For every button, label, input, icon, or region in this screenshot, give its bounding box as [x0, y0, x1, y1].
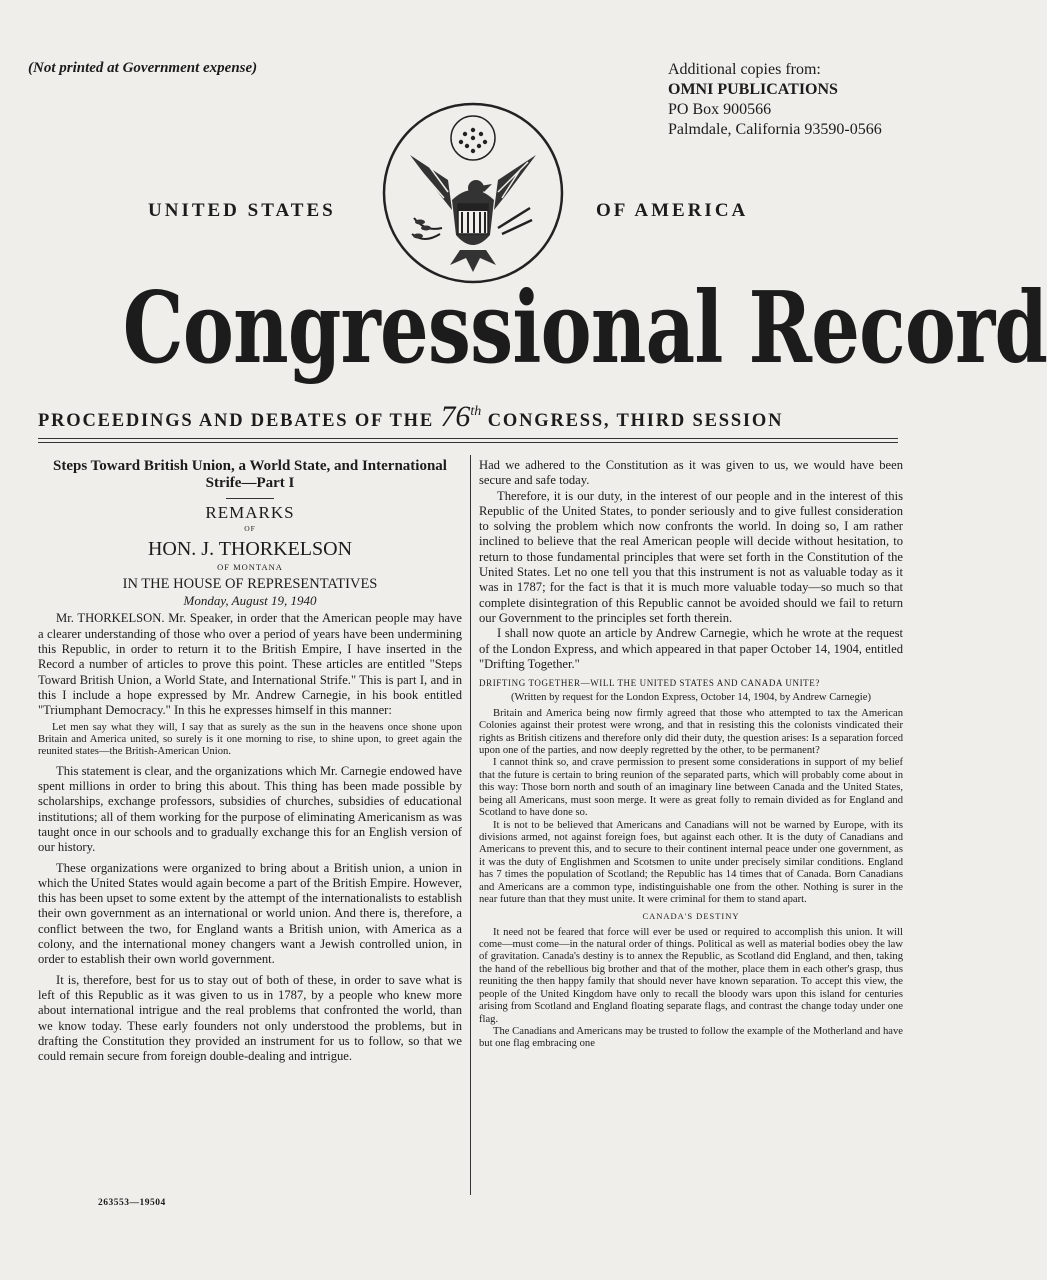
title-rule [226, 498, 274, 499]
section-heading: CANADA'S DESTINY [642, 911, 740, 922]
written-note: (Written by request for the London Express, October 14, 1904, by Andrew Carnegie) [511, 692, 871, 704]
ordinal-number: 76 [440, 400, 471, 433]
column-divider [470, 455, 471, 1195]
proceedings-pre: PROCEEDINGS AND DEBATES OF THE [38, 411, 434, 431]
congress-ordinal [440, 400, 481, 433]
united-states-label: UNITED STATES [148, 200, 336, 221]
quoted-paragraph: Britain and America being now firmly agreed that those who attempted to tax the American Colonies against their protest were wrong, and that in resisting this the colonists vindicated their rights as British citizens and therefore only did their duty, the question arises: Is a separation forced upon one of the parties, and now deeply regretted by the other, to be permanent? [479, 707, 903, 757]
session-date: Monday, August 19, 1940 [183, 593, 317, 609]
header-rule [38, 438, 898, 439]
header-rule-secondary [38, 442, 898, 443]
paragraph: I shall now quote an article by Andrew Carnegie, which he wrote at the request of the London Express, and which appeared in that paper October 14, 1904, entitled "Drifting Together." [479, 626, 903, 671]
quoted-paragraph: It is not to be believed that Americans and Canadians will not be warned by Europe, with its divisions armed, not against foreign foes, but against each other. It is the duty of Canadians and Americans to prevent this, and to secure to their continent internal peace under one government, as it was the duty of Englishmen and Scotsmen to unite under precisely similar conditions. England has 7 times the population of Scotland; the Republic has 14 times that of Canada. Born Canadians and Americans are a common type, indistinguishable one from the other. Nothing is surer in the near future than that they must unite. It were criminal for them to stand apart. [479, 819, 903, 905]
proceedings-post: CONGRESS, THIRD SESSION [487, 411, 784, 431]
paragraph: These organizations were organized to bring about a British union, a union in which the United States would again become a part of the British Empire. However, this has been upset to some extent by the attempt of the internationalists to establish their own government as an international or world union. And there is, therefore, a conflict between the two, for England wants a British union, with America as a colony, and the international money changers want a Jewish controlled union, in order to establish their own world government. [38, 860, 462, 967]
carnegie-quote: Let men say what they will, I say that as surely as the sun in the heavens once shone upon Britain and America united, so surely is it one morning to rise, to shine upon, to greet again the reunited states—the British-American Union. [38, 721, 462, 758]
copies-box: PO Box 900566 [668, 101, 772, 118]
additional-copies-box [668, 60, 918, 140]
remarks-heading: REMARKS [205, 503, 295, 522]
house-heading: IN THE HOUSE OF REPRESENTATIVES [122, 575, 378, 592]
copies-city: Palmdale, California 93590-0566 [668, 121, 882, 138]
print-code: 263553—19504 [98, 1198, 166, 1208]
proceedings-line [38, 400, 898, 434]
not-printed-notice: (Not printed at Government expense) [28, 60, 258, 76]
copies-publisher: OMNI PUBLICATIONS [668, 81, 838, 98]
great-seal-eagle-icon [380, 100, 566, 286]
article-subhead: DRIFTING TOGETHER—WILL THE UNITED STATES AND CANADA UNITE? [479, 678, 820, 689]
quoted-paragraph: The Canadians and Americans may be trusted to follow the example of the Motherland and have but one flag embracing one [479, 1025, 903, 1050]
of-america-label: OF AMERICA [596, 200, 749, 221]
masthead-title: Congressional Record [122, 271, 1047, 386]
paragraph: Mr. THORKELSON. Mr. Speaker, in order that the American people may have a clearer understanding of those who over a period of years have been undermining this Republic, in order to return it to the British Empire, I have inserted in the Record a number of articles to prove this point. These articles are entitled "Steps Toward British Union, a World State, and International Strife." This is part I, and in this I include a hope expressed by Mr. Andrew Carnegie, in his book entitled "Triumphant Democracy." In this he expresses himself in this manner: [38, 611, 462, 718]
right-column [479, 458, 903, 1051]
speaker-state: OF MONTANA [217, 561, 283, 572]
ordinal-suffix: th [470, 404, 482, 419]
paragraph: Had we adhered to the Constitution as it was given to us, we would have been secure and safe today. [479, 458, 903, 488]
left-column [38, 458, 462, 1064]
quoted-paragraph: It need not be feared that force will ever be used or required to accomplish this union. It will come—must come—in the natural order of things. Political as well as material bodies obey the law of gravitation. Canada's destiny is to annex the Republic, as Scotland did England, and then, taking the hand of the rebellious big brother and that of the mother, place them in each other's grasp, thus reuniting the then happy family that should never have known separation. To accept this view, the people of the United Kingdom have only to recall the bloody wars upon this island for centuries arising from Scotland and England floating separate flags, and contrast the change today under one flag. [479, 926, 903, 1025]
paragraph: Therefore, it is our duty, in the interest of our people and in the interest of this Republic of the United States, to ponder seriously and to give fullest consideration to solving the problem which now confronts the world. In doing so, I am rather inclined to believe that the real American people will decide without hesitation, to return to those fundamental principles that were set forth in the Constitution of the United States. Let no one tell you that this instrument is not as valuable today as it was in 1787; for the fact is that it is much more valuable today—so much so that complete disintegration of this Republic cannot be avoided should we fail to return our Government to the principles set forth therein. [479, 488, 903, 625]
copies-line: Additional copies from: [668, 61, 821, 78]
paragraph: This statement is clear, and the organizations which Mr. Carnegie endowed have spent millions in order to bring this about. This thing has been made possible by scholarships, exchange professors, subsidies of churches, subsidies of educational institutions; all of them working for the purpose of eliminating Americanism as was taught once in our schools and to gradually exchange this for an English version of our history. [38, 763, 462, 855]
speaker-name: HON. J. THORKELSON [147, 537, 353, 560]
of-label: OF [244, 524, 256, 534]
paragraph: It is, therefore, best for us to stay out of both of these, in order to save what is left of this Republic as it was given to us in 1787, by a people who knew more about international intrigue and the real problems that confronted the world, than we know today. These early founders not only understood the problems, but in drafting the Constitution they provided an instrument for us to follow, so that we could remain secure from foreign double-dealing and intrigue. [38, 972, 462, 1064]
quoted-paragraph: I cannot think so, and crave permission to present some considerations in support of my belief that the future is certain to bring reunion of the separated parts, which will probably come about in this way: Those born north and south of an imaginary line between Canada and the United States, being all Americans, must soon merge. It were as great folly to remain divided as for England and Scotland to have done so. [479, 757, 903, 819]
article-title: Steps Toward British Union, a World State, and International Strife—Part I [53, 458, 447, 491]
